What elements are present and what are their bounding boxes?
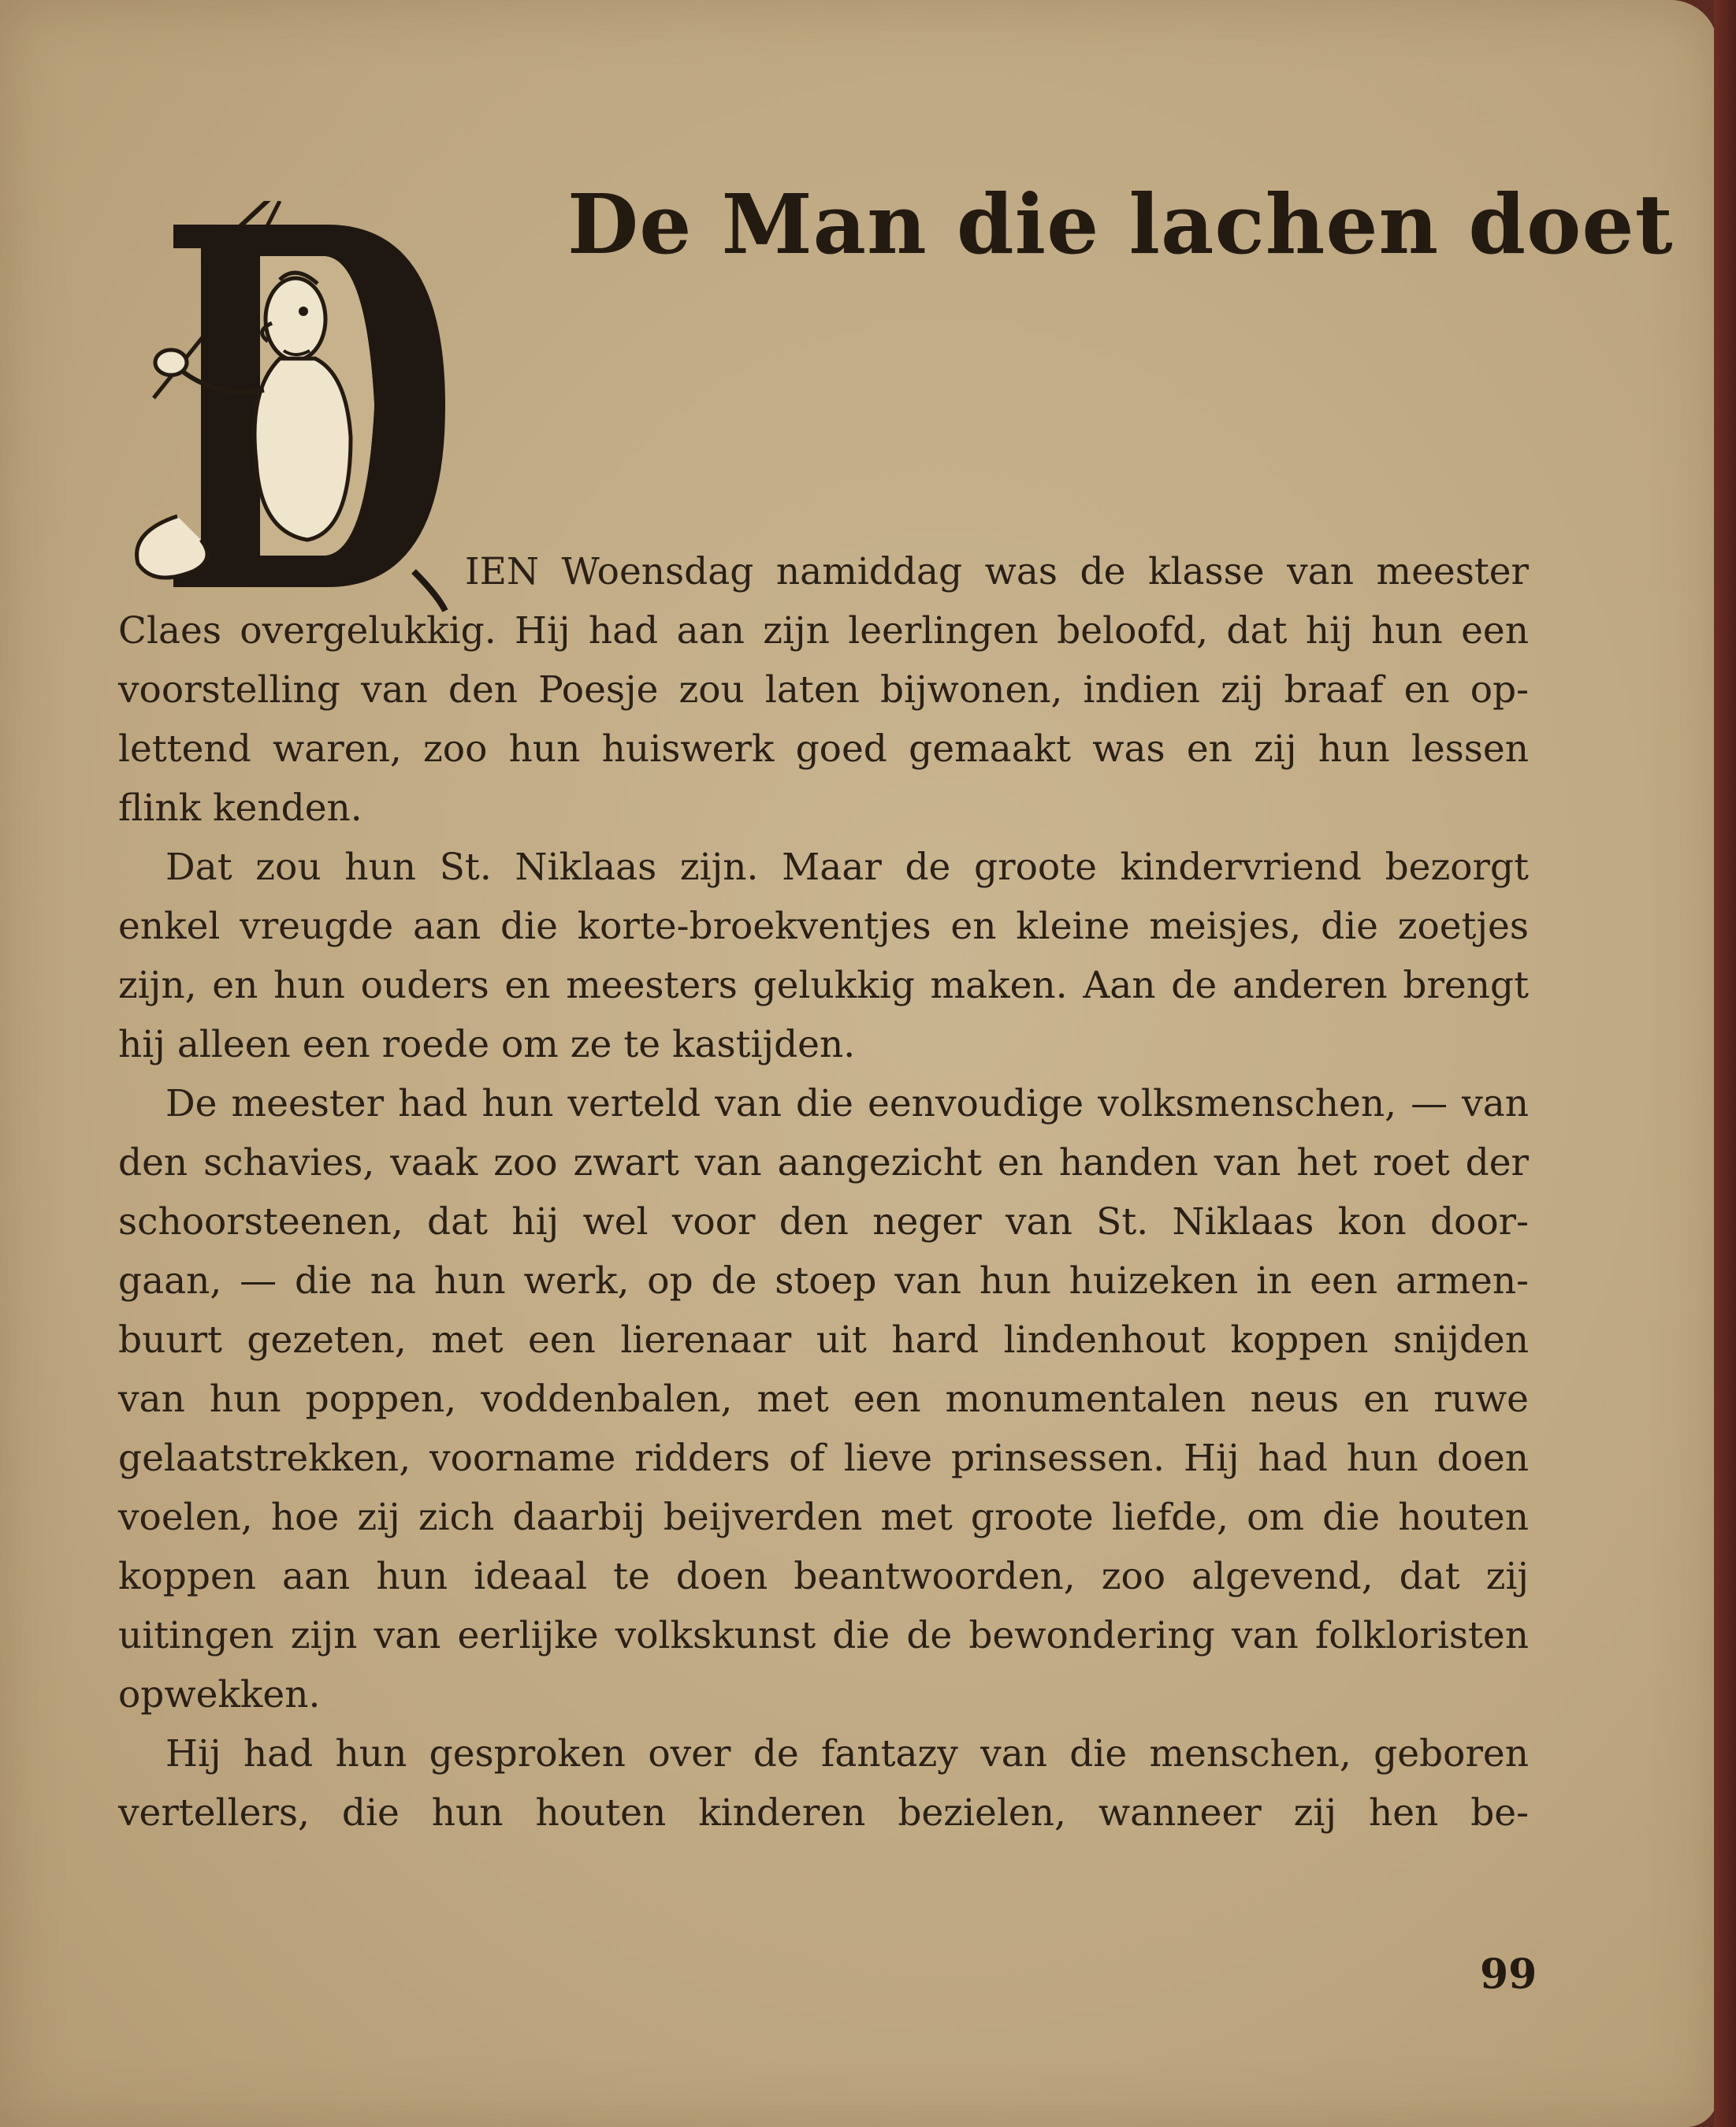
text-line: gelaatstrekken, voorname ridders of lieve prinsessen. Hij had hun doen [118, 1437, 1529, 1480]
book-spine-edge [1714, 0, 1736, 2127]
text-line: zijn, en hun ouders en meesters gelukkig maken. Aan de anderen brengt [118, 964, 1529, 1007]
text-line: opwekken. [118, 1673, 321, 1716]
chapter-title: De Man die lachen doet [567, 176, 1674, 273]
text-line: vertellers, die hun houten kinderen bezielen, wanneer zij hen be- [118, 1791, 1529, 1835]
text-line: lettend waren, zoo hun huiswerk goed gemaakt was en zij hun lessen [118, 727, 1529, 771]
page-number: 99 [1480, 1950, 1537, 1999]
text-line: buurt gezeten, met een lierenaar uit hard lindenhout koppen snijden [118, 1318, 1529, 1362]
text-line: flink kenden. [118, 786, 362, 830]
text-line: voorstelling van den Poesje zou laten bijwonen, indien zij braaf en op- [118, 668, 1529, 712]
text-line: Hij had hun gesproken over de fantazy van die menschen, geboren [165, 1732, 1529, 1776]
text-line: De meester had hun verteld van die eenvoudige volksmenschen, — van [165, 1082, 1529, 1125]
text-line: Dat zou hun St. Niklaas zijn. Maar de groote kindervriend bezorgt [165, 846, 1529, 889]
body-text [118, 542, 1529, 1843]
text-line: Claes overgelukkig. Hij had aan zijn leerlingen beloofd, dat hij hun een [118, 609, 1529, 653]
text-line: van hun poppen, voddenbalen, met een monumentalen neus en ruwe [118, 1378, 1529, 1421]
text-line: schoorsteenen, dat hij wel voor den neger van St. Niklaas kon door- [118, 1200, 1529, 1244]
text-line: hij alleen een roede om ze te kastijden. [118, 1023, 856, 1066]
text-line: den schavies, vaak zoo zwart van aangezicht en handen van het roet der [118, 1141, 1529, 1184]
text-line: uitingen zijn van eerlijke volkskunst die de bewondering van folkloristen [118, 1614, 1529, 1657]
text-line: enkel vreugde aan die korte-broekventjes en kleine meisjes, die zoetjes [118, 905, 1529, 948]
text-line: koppen aan hun ideaal te doen beantwoorden, zoo algevend, dat zij [118, 1555, 1529, 1598]
text-line: IEN Woensdag namiddag was de klasse van meester [465, 550, 1529, 593]
text-line: voelen, hoe zij zich daarbij beijverden met groote liefde, om die houten [118, 1496, 1529, 1539]
text-line: gaan, — die na hun werk, op de stoep van hun huizeken in een armen- [118, 1259, 1529, 1303]
